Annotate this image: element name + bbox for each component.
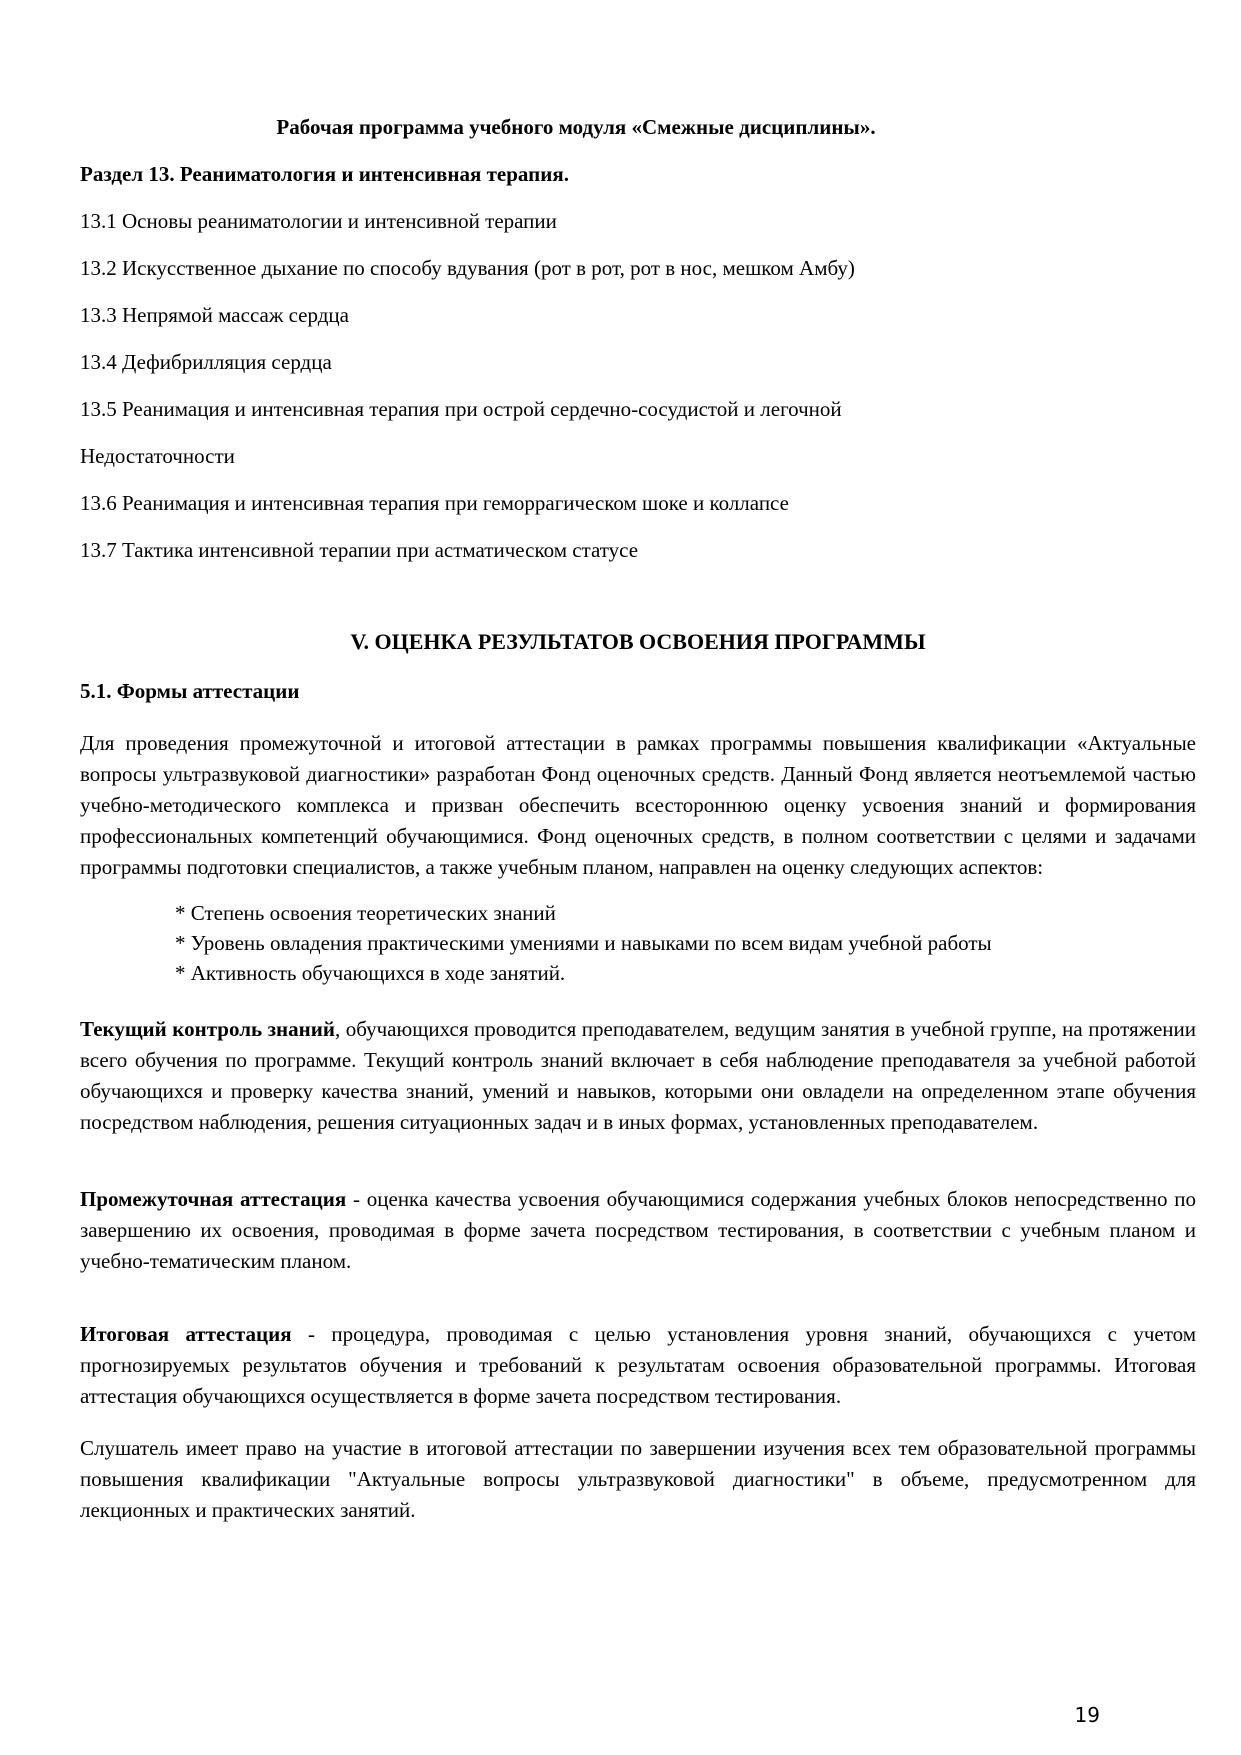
section-13-heading: Раздел 13. Реаниматология и интенсивная терапия. (80, 162, 569, 186)
subsection-5-1-heading: 5.1. Формы аттестации (80, 679, 300, 703)
section-13-item-5: 13.5 Реанимация и интенсивная терапия при острой сердечно-сосудистой и легочной (80, 397, 842, 421)
document-title: Рабочая программа учебного модуля «Смежные дисциплины». (276, 115, 876, 139)
final-attestation-text: - процедура, проводимая с целью установления уровня знаний, обучающихся с учетом прогнозируемых результатов обучения и требований к результатам освоения образовательной программы. Итоговая аттестация обучающихся осуществляется в форме зачета посредством тестирования. (80, 1322, 1196, 1408)
attestation-intro-paragraph: Для проведения промежуточной и итоговой аттестации в рамках программы повышения квалификации «Актуальные вопросы ультразвуковой диагностики» разработан Фонд оценочных средств. Данный Фонд является неотъемлемой частью учебно-методического комплекса и призван обеспечить всестороннюю оценку усвоения знаний и формирования профессиональных компетенций обучающимися. Фонд оценочных средств, в полном соответствии с целями и задачами программы подготовки специалистов, а также учебным планом, направлен на оценку следующих аспектов: (80, 731, 1196, 879)
intermediate-attestation-lead: Промежуточная аттестация (80, 1187, 347, 1211)
section-13-item-4: 13.4 Дефибрилляция сердца (80, 350, 332, 374)
section-13-item-6: 13.6 Реанимация и интенсивная терапия при геморрагическом шоке и коллапсе (80, 491, 789, 515)
intermediate-attestation-paragraph (80, 1184, 1196, 1277)
assessment-aspect-item-3: * Активность обучающихся в ходе занятий. (175, 961, 566, 985)
current-control-paragraph (80, 1014, 1196, 1138)
section-13-list (80, 206, 1196, 566)
current-control-text: , обучающихся проводится преподавателем, ведущим занятия в учебной группе, на протяжении всего обучения по программе. Текущий контроль знаний включает в себя наблюдение преподавателя за учебной работой обучающихся и проверку качества знаний, умений и навыков, которыми они овладели на определенном этапе обучения посредством наблюдения, решения ситуационных задач и в иных формах, установленных преподавателем. (80, 1017, 1196, 1134)
final-attestation-paragraph (80, 1319, 1196, 1412)
page-number: 19 (1074, 1703, 1100, 1727)
section-13-item-3: 13.3 Непрямой массаж сердца (80, 303, 349, 327)
section-13-item-7: 13.7 Тактика интенсивной терапии при астматическом статусе (80, 538, 639, 562)
assessment-aspect-item-2: * Уровень овладения практическими умениями и навыками по всем видам учебной работы (175, 931, 992, 955)
final-attestation-lead: Итоговая аттестация (80, 1322, 292, 1346)
assessment-aspects-list (80, 898, 1196, 988)
section-13-item-1: 13.1 Основы реаниматологии и интенсивной терапии (80, 209, 557, 233)
assessment-aspect-item-1: * Степень освоения теоретических знаний (175, 901, 556, 925)
intermediate-attestation-text: - оценка качества усвоения обучающимися содержания учебных блоков непосредственно по завершению их освоения, проводимая в форме зачета посредством тестирования, в соответствии с учебным планом и учебно-тематическим планом. (80, 1187, 1196, 1273)
section-13-item-5-continuation: Недостаточности (80, 444, 235, 468)
current-control-lead: Текущий контроль знаний (80, 1017, 335, 1041)
section-v-heading: V. ОЦЕНКА РЕЗУЛЬТАТОВ ОСВОЕНИЯ ПРОГРАММЫ (350, 629, 926, 654)
section-13-item-2: 13.2 Искусственное дыхание по способу вдувания (рот в рот, рот в нос, мешком Амбу) (80, 256, 855, 280)
listener-rights-paragraph: Слушатель имеет право на участие в итоговой аттестации по завершении изучения всех тем образовательной программы повышения квалификации "Актуальные вопросы ультразвуковой диагностики" в объеме, предусмотренном для лекционных и практических занятий. (80, 1436, 1196, 1522)
